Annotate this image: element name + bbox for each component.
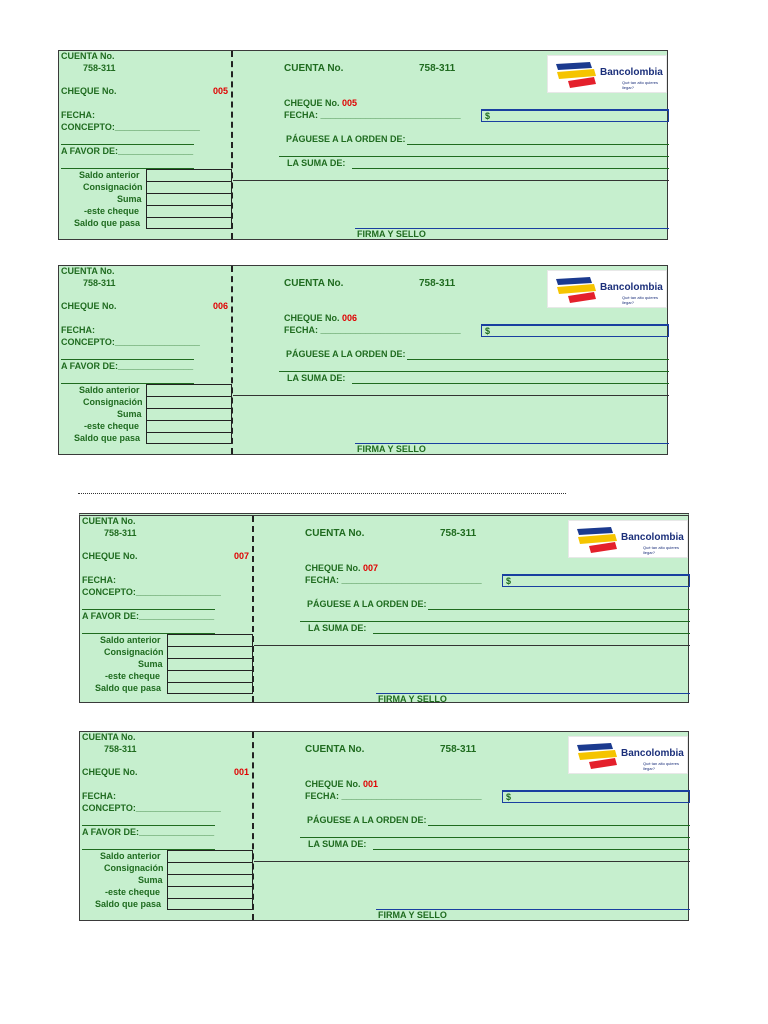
stub-a-favor-de-field[interactable]: A FAVOR DE:_______________ [82,611,215,621]
cheque-label: CHEQUE No. [305,779,361,789]
bank-tagline: Qué tan alto quieres llegar? [622,80,659,90]
ledger-label-este-cheque: -este cheque [84,206,140,216]
cheque-number: 005 [342,98,358,108]
cheque-005 [58,50,668,240]
ledger-table[interactable] [146,169,232,229]
ledger-label-este-cheque: -este cheque [105,671,161,681]
stub-account-number: 758-311 [104,528,137,538]
bancolombia-stripes-icon [554,61,598,89]
bancolombia-stripes-icon [575,742,619,770]
bancolombia-logo [568,736,688,774]
ledger-label-consignacion: Consignación [104,863,164,873]
payee-line-2[interactable] [279,371,669,372]
la-suma-label: LA SUMA DE: [308,839,367,849]
ledger-label-consignacion: Consignación [83,182,143,192]
ledger-label-saldo-que-pasa: Saldo que pasa [95,899,162,909]
cuenta-label: CUENTA No. [284,278,344,289]
fecha-field[interactable]: FECHA: ____________________________ [284,325,461,335]
paguese-label: PÁGUESE A LA ORDEN DE: [286,349,406,359]
ledger-label-saldo-anterior: Saldo anterior [100,635,161,645]
cheque-number: 001 [363,779,379,789]
stub-blank-line [82,825,215,826]
stub-cuenta-label: CUENTA No. [61,51,115,61]
payee-line-2[interactable] [300,621,690,622]
cuenta-label: CUENTA No. [305,528,365,539]
stub-concepto-field[interactable]: CONCEPTO:_________________ [61,122,200,132]
stub-account-number: 758-311 [104,744,137,754]
stub-cuenta-label: CUENTA No. [82,516,136,526]
stub-blank-line [61,144,194,145]
stub-cuenta-label: CUENTA No. [61,266,115,276]
stub-cheque-number: 006 [213,301,229,311]
currency-symbol: $ [485,111,491,121]
bank-name: Bancolombia [621,532,684,543]
currency-symbol: $ [506,576,512,586]
stub-cuenta-label: CUENTA No. [82,732,136,742]
currency-symbol: $ [485,326,491,336]
stub-a-favor-de-field[interactable]: A FAVOR DE:_______________ [82,827,215,837]
firma-label: FIRMA Y SELLO [378,694,447,704]
fecha-field[interactable]: FECHA: ____________________________ [305,575,482,585]
stub-concepto-field[interactable]: CONCEPTO:_________________ [82,587,221,597]
ledger-label-saldo-anterior: Saldo anterior [79,170,140,180]
cheque-label: CHEQUE No. [305,563,361,573]
stub-fecha-label: FECHA: [82,791,116,801]
stub-cheque-label: CHEQUE No. [82,767,138,777]
cheque-label: CHEQUE No. [284,313,340,323]
fecha-field[interactable]: FECHA: ____________________________ [284,110,461,120]
perforation-line [252,732,254,920]
ledger-label-saldo-que-pasa: Saldo que pasa [95,683,162,693]
sum-line[interactable] [373,849,690,850]
sum-line[interactable] [352,383,669,384]
bancolombia-stripes-icon [575,526,619,554]
la-suma-label: LA SUMA DE: [308,623,367,633]
account-number: 758-311 [440,744,477,755]
ledger-label-este-cheque: -este cheque [84,421,140,431]
sum-line[interactable] [373,633,690,634]
stub-account-number: 758-311 [83,63,116,73]
ledger-label-saldo-que-pasa: Saldo que pasa [74,218,141,228]
fecha-field[interactable]: FECHA: ____________________________ [305,791,482,801]
ledger-label-suma: Suma [117,194,142,204]
cheque-006 [58,265,668,455]
payee-line[interactable] [407,359,669,360]
ledger-label-saldo-que-pasa: Saldo que pasa [74,433,141,443]
payee-line[interactable] [428,825,690,826]
bancolombia-logo [547,55,667,93]
amount-field[interactable] [481,110,669,122]
ledger-label-consignacion: Consignación [83,397,143,407]
cheque-label: CHEQUE No. [284,98,340,108]
bancolombia-logo [547,270,667,308]
ledger-table[interactable] [167,634,253,694]
firma-label: FIRMA Y SELLO [357,229,426,239]
cuenta-label: CUENTA No. [284,63,344,74]
bank-name: Bancolombia [600,282,663,293]
stub-concepto-field[interactable]: CONCEPTO:_________________ [61,337,200,347]
stub-cheque-number: 001 [234,767,250,777]
stub-cheque-number: 005 [213,86,229,96]
firma-label: FIRMA Y SELLO [357,444,426,454]
bank-tagline: Qué tan alto quieres llegar? [622,295,659,305]
la-suma-label: LA SUMA DE: [287,373,346,383]
account-number: 758-311 [419,63,456,74]
cut-line [78,493,566,494]
stub-cheque-label: CHEQUE No. [61,86,117,96]
firma-label: FIRMA Y SELLO [378,910,447,920]
divider-line [254,645,690,646]
stub-blank-line [61,359,194,360]
payee-line[interactable] [428,609,690,610]
stub-cheque-label: CHEQUE No. [82,551,138,561]
stub-blank-line [82,609,215,610]
stub-a-favor-de-field[interactable]: A FAVOR DE:_______________ [61,146,194,156]
ledger-table[interactable] [146,384,232,444]
stub-account-number: 758-311 [83,278,116,288]
bank-name: Bancolombia [600,67,663,78]
account-number: 758-311 [440,528,477,539]
cheque-number: 007 [363,563,379,573]
amount-field[interactable] [481,325,669,337]
stub-a-favor-de-field[interactable]: A FAVOR DE:_______________ [61,361,194,371]
paguese-label: PÁGUESE A LA ORDEN DE: [307,599,427,609]
amount-field[interactable] [502,575,690,587]
cheque-number: 006 [342,313,358,323]
stub-fecha-label: FECHA: [82,575,116,585]
stub-fecha-label: FECHA: [61,325,95,335]
perforation-line [252,516,254,702]
cheque-001 [79,731,689,921]
stub-cheque-label: CHEQUE No. [61,301,117,311]
ledger-label-suma: Suma [138,659,163,669]
paguese-label: PÁGUESE A LA ORDEN DE: [307,815,427,825]
stub-fecha-label: FECHA: [61,110,95,120]
account-number: 758-311 [419,278,456,289]
cuenta-label: CUENTA No. [305,744,365,755]
stub-cheque-number: 007 [234,551,250,561]
payee-line-2[interactable] [279,156,669,157]
ledger-label-este-cheque: -este cheque [105,887,161,897]
payee-line-2[interactable] [300,837,690,838]
perforation-line [231,51,233,239]
la-suma-label: LA SUMA DE: [287,158,346,168]
payee-line[interactable] [407,144,669,145]
perforation-line [231,266,233,454]
currency-symbol: $ [506,792,512,802]
ledger-label-suma: Suma [117,409,142,419]
cheque-007 [79,513,689,703]
stub-concepto-field[interactable]: CONCEPTO:_________________ [82,803,221,813]
bank-name: Bancolombia [621,748,684,759]
divider-line [254,861,690,862]
amount-field[interactable] [502,791,690,803]
ledger-label-saldo-anterior: Saldo anterior [79,385,140,395]
bancolombia-logo [568,520,688,558]
ledger-table[interactable] [167,850,253,910]
divider-line [233,180,669,181]
bank-tagline: Qué tan alto quieres llegar? [643,545,680,555]
divider-line [233,395,669,396]
sum-line[interactable] [352,168,669,169]
paguese-label: PÁGUESE A LA ORDEN DE: [286,134,406,144]
ledger-label-suma: Suma [138,875,163,885]
bancolombia-stripes-icon [554,276,598,304]
ledger-label-saldo-anterior: Saldo anterior [100,851,161,861]
bank-tagline: Qué tan alto quieres llegar? [643,761,680,771]
ledger-label-consignacion: Consignación [104,647,164,657]
